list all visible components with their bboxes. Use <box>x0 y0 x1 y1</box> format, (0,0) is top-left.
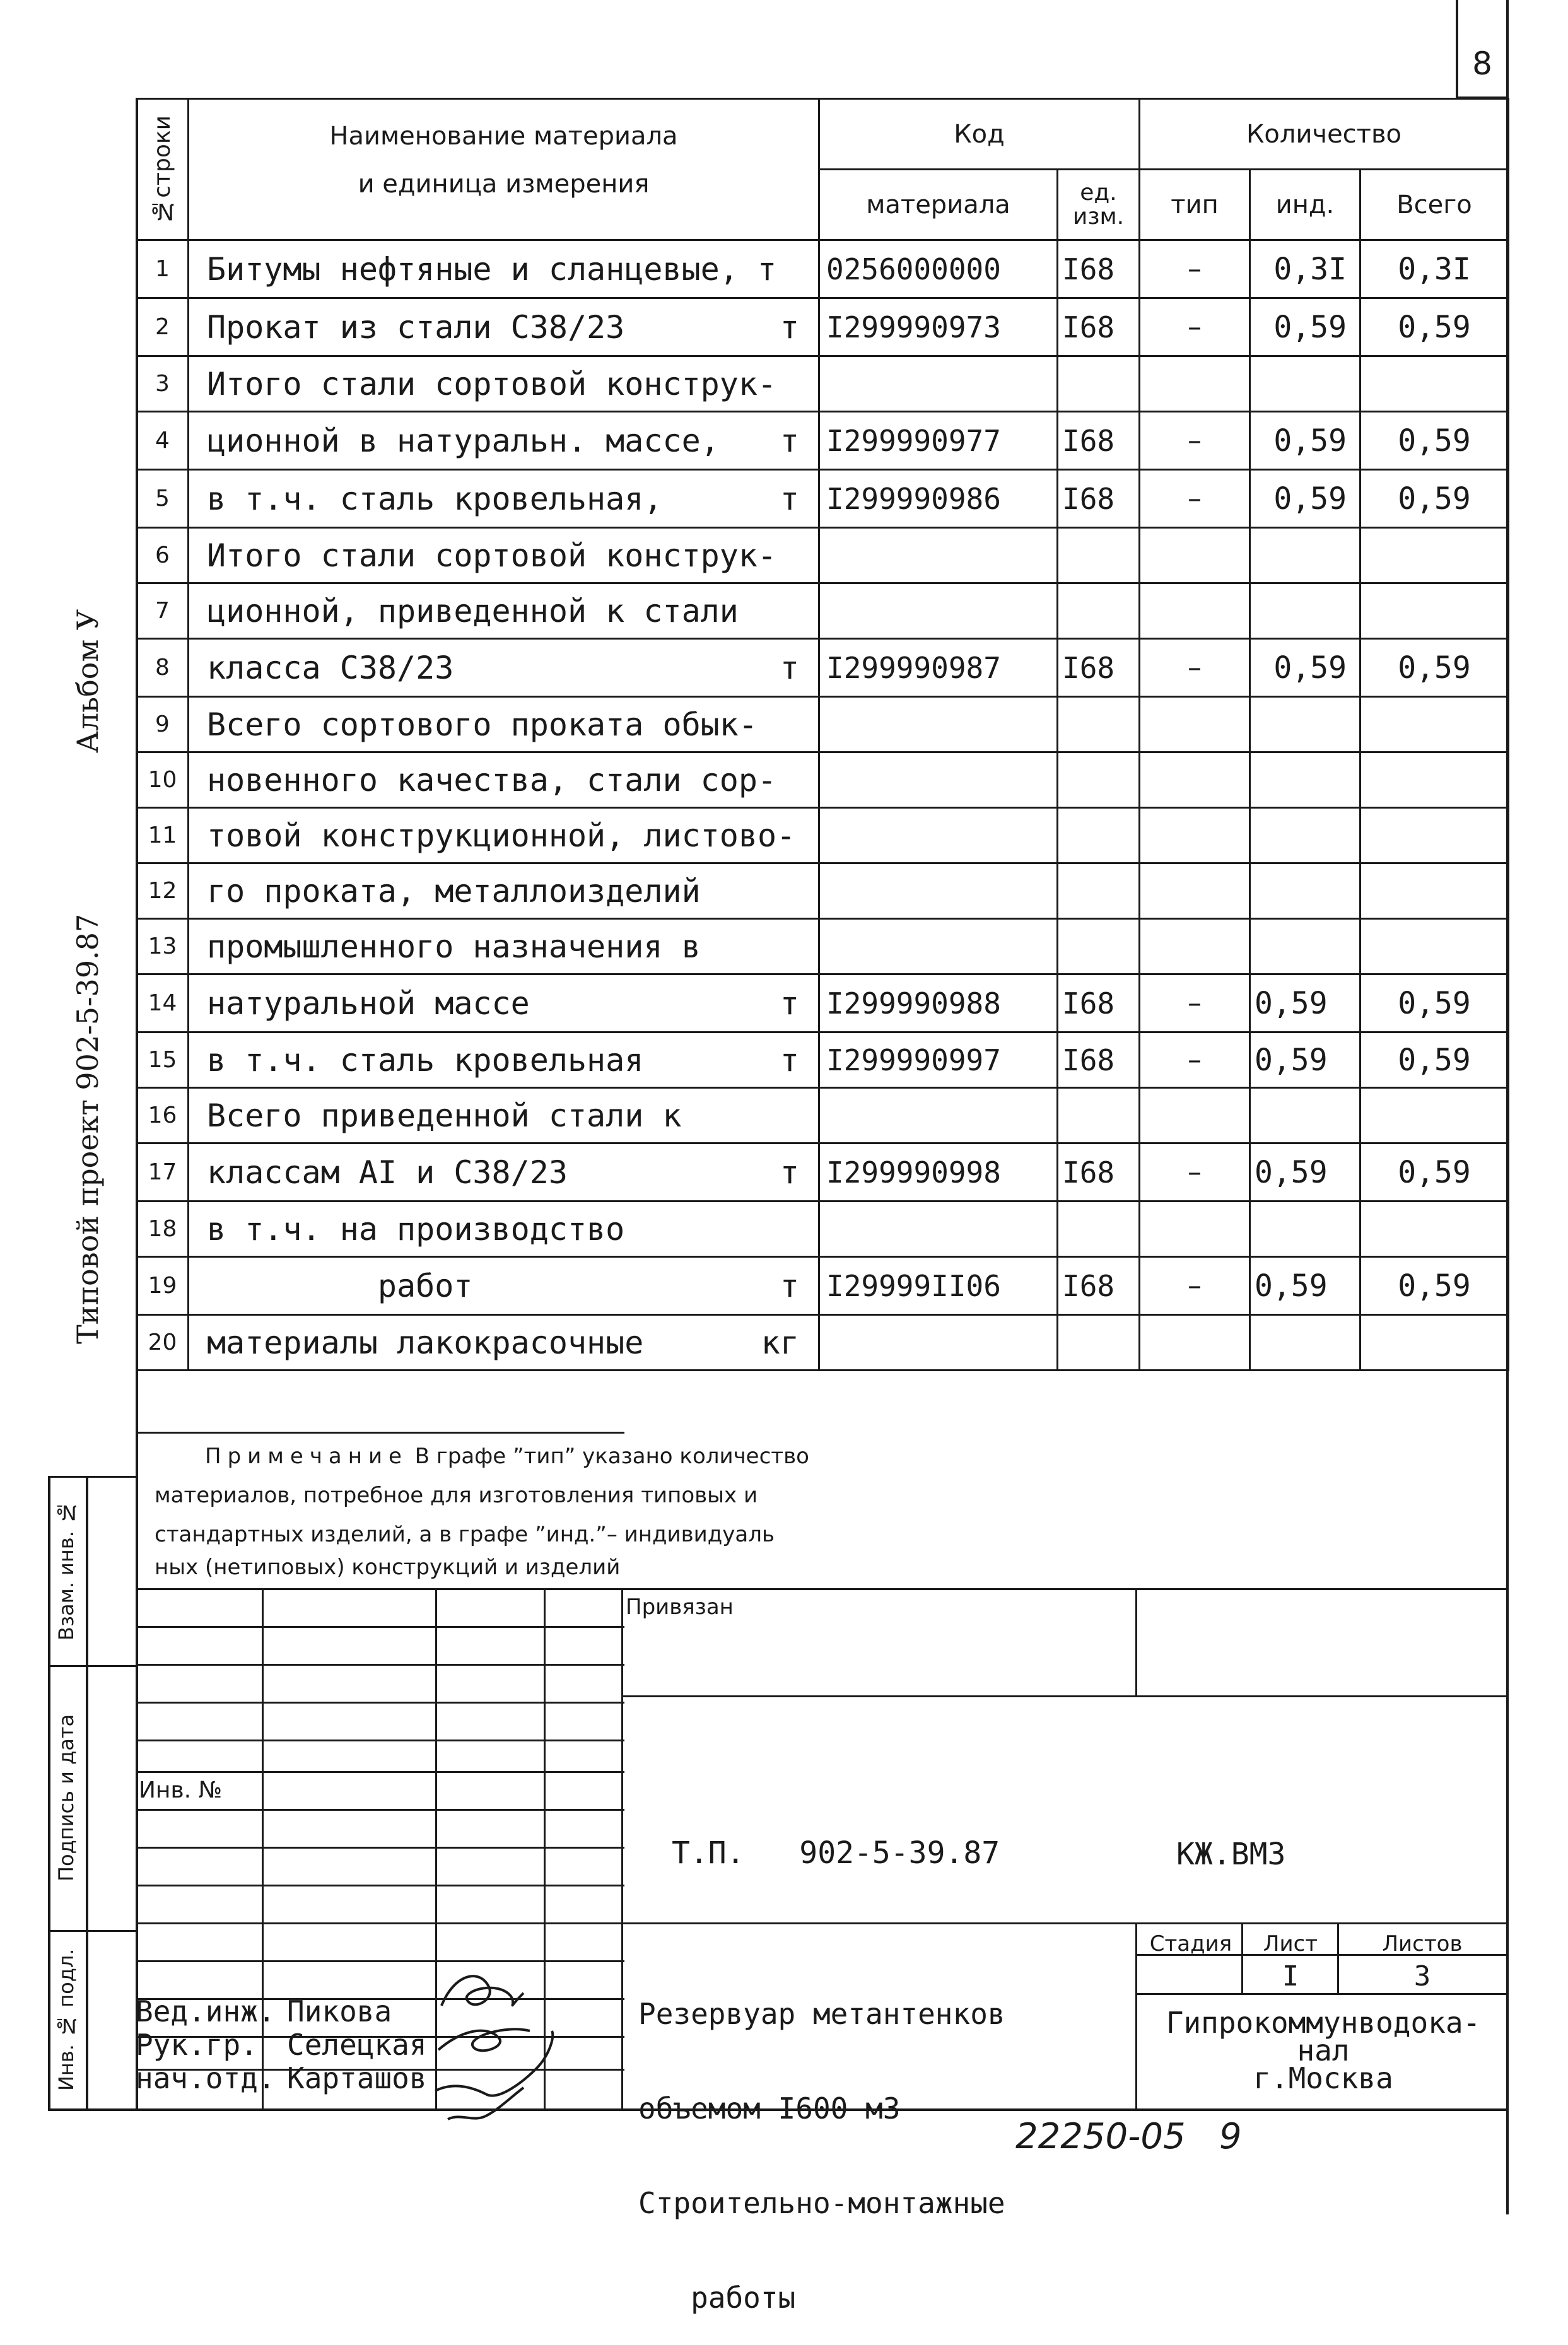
qty-total <box>1360 583 1509 639</box>
qty-type <box>1140 1315 1250 1371</box>
footer-number: 22250-05 9 <box>1015 2116 1242 2157</box>
material-unit: т <box>780 985 799 1022</box>
table-row <box>137 240 1509 298</box>
qty-type <box>1140 1088 1250 1143</box>
qty-total: 0,59 <box>1360 1257 1509 1315</box>
material-code <box>819 752 1058 808</box>
material-code <box>819 1315 1058 1371</box>
material-code: I299990998 <box>819 1143 1058 1202</box>
qty-ind: 0,59 <box>1250 974 1360 1032</box>
stamp-title: Резервуар метантенков объемом I600 м3 Строительно-монтажные работы <box>638 1997 1005 2315</box>
row-number: 13 <box>137 919 189 974</box>
material-unit: т <box>780 480 799 517</box>
unit-code <box>1058 1315 1140 1371</box>
side-strip-inner <box>86 1476 88 2110</box>
row-number: 4 <box>137 412 189 470</box>
stamp-grid-vline <box>262 1588 264 2110</box>
stamp-grid-hline <box>136 1740 624 1741</box>
side-album: Альбом У <box>71 609 105 754</box>
qty-ind <box>1250 808 1360 863</box>
qty-type: – <box>1140 1143 1250 1202</box>
table-row <box>137 1257 1509 1315</box>
qty-total <box>1360 919 1509 974</box>
unit-code: I68 <box>1058 412 1140 470</box>
stamp-hline-privyazan <box>621 1695 1507 1697</box>
material-name: в т.ч. сталь кровельная т <box>189 1032 819 1088</box>
sign-name: Пикова <box>287 1994 392 2028</box>
qty-ind <box>1250 1315 1360 1371</box>
material-name: в т.ч. на производство <box>189 1202 819 1257</box>
qty-total: 0,59 <box>1360 1143 1509 1202</box>
page-number: 8 <box>1472 45 1492 82</box>
qty-total <box>1360 1202 1509 1257</box>
qty-type: – <box>1140 974 1250 1032</box>
material-code <box>819 808 1058 863</box>
row-number: 15 <box>137 1032 189 1088</box>
material-code: I299990997 <box>819 1032 1058 1088</box>
material-code: I299990987 <box>819 639 1058 697</box>
qty-type <box>1140 752 1250 808</box>
stamp-vline-privyazan <box>1135 1588 1137 1695</box>
frame-page-number-left <box>1456 0 1458 98</box>
qty-total: 0,59 <box>1360 1032 1509 1088</box>
material-unit: т <box>780 1267 799 1304</box>
stamp-hline-title <box>621 1922 1507 1924</box>
row-number: 2 <box>137 298 189 356</box>
qty-type: – <box>1140 639 1250 697</box>
stamp-sheet-value: I <box>1282 1960 1299 1992</box>
row-number: 9 <box>137 697 189 752</box>
qty-total <box>1360 863 1509 919</box>
stamp-hline-values <box>1135 1993 1507 1995</box>
stamp-sheet-label: Лист <box>1263 1931 1318 1956</box>
qty-ind: 0,59 <box>1250 1143 1360 1202</box>
table-row <box>137 1143 1509 1202</box>
qty-total <box>1360 752 1509 808</box>
side-strip-outer <box>48 1476 50 2110</box>
material-name: Всего сортового проката обык- <box>189 697 819 752</box>
qty-ind: 0,3I <box>1250 240 1360 298</box>
material-name: в т.ч. сталь кровельная, т <box>189 470 819 528</box>
qty-type: – <box>1140 1032 1250 1088</box>
row-number: 19 <box>137 1257 189 1315</box>
table-row <box>137 1088 1509 1143</box>
material-name: материалы лакокрасочные кг <box>189 1315 819 1371</box>
qty-type <box>1140 1202 1250 1257</box>
qty-ind <box>1250 1202 1360 1257</box>
qty-ind <box>1250 697 1360 752</box>
stamp-sheets-value: 3 <box>1413 1960 1431 1992</box>
qty-ind <box>1250 583 1360 639</box>
unit-code: I68 <box>1058 639 1140 697</box>
qty-ind: 0,59 <box>1250 639 1360 697</box>
note-lead: Примечание <box>205 1444 408 1469</box>
table-row <box>137 697 1509 752</box>
row-number: 16 <box>137 1088 189 1143</box>
material-name: работ т <box>189 1257 819 1315</box>
stamp-grid-hline <box>136 1922 624 1924</box>
qty-ind: 0,59 <box>1250 412 1360 470</box>
note <box>155 1437 974 1581</box>
material-code: I29999II06 <box>819 1257 1058 1315</box>
material-code: I299990986 <box>819 470 1058 528</box>
unit-code: I68 <box>1058 1143 1140 1202</box>
stamp-privyazan: Привязан <box>626 1594 734 1620</box>
side-project: Типовой проект 902-5-39.87 <box>71 913 105 1345</box>
side-strip-top <box>48 1476 136 1478</box>
note-line4: ных (нетиповых) конструкций и изделий <box>155 1555 621 1580</box>
table-row <box>137 412 1509 470</box>
table-row <box>137 470 1509 528</box>
qty-type: – <box>1140 240 1250 298</box>
qty-type: – <box>1140 298 1250 356</box>
table-row <box>137 1032 1509 1088</box>
table-row <box>137 808 1509 863</box>
material-name: новенного качества, стали сор- <box>189 752 819 808</box>
stamp-vline-sheet <box>1241 1922 1243 1993</box>
table-row <box>137 583 1509 639</box>
stamp-grid-hline <box>136 1664 624 1666</box>
material-name: ционной в натуральн. массе, т <box>189 412 819 470</box>
table-row <box>137 919 1509 974</box>
material-unit: т <box>780 422 799 459</box>
qty-total <box>1360 528 1509 583</box>
header-code: Код <box>819 99 1140 170</box>
stamp-grid-hline <box>136 1588 624 1590</box>
unit-code <box>1058 752 1140 808</box>
note-line3: стандартных изделий, а в графе ”инд.”– индивидуаль <box>155 1522 775 1547</box>
row-number: 17 <box>137 1143 189 1202</box>
qty-total: 0,59 <box>1360 639 1509 697</box>
table-row <box>137 1315 1509 1371</box>
stamp-grid-hline <box>136 1847 624 1849</box>
stamp-vline-sheets <box>1337 1922 1339 1993</box>
header-total: Всего <box>1360 170 1509 240</box>
row-number: 14 <box>137 974 189 1032</box>
unit-code <box>1058 1088 1140 1143</box>
qty-type <box>1140 528 1250 583</box>
side-strip-div2 <box>48 1930 136 1932</box>
row-number: 20 <box>137 1315 189 1371</box>
header-material: материала <box>819 170 1058 240</box>
row-number: 1 <box>137 240 189 298</box>
sign-role: Вед.инж. <box>136 1994 276 2028</box>
material-code <box>819 583 1058 639</box>
material-unit: т <box>780 1041 799 1079</box>
stamp-grid-hline <box>136 1771 624 1773</box>
stamp-hline-top <box>621 1588 1507 1590</box>
header-row-no: №строки <box>137 99 189 240</box>
unit-code: I68 <box>1058 974 1140 1032</box>
qty-total <box>1360 697 1509 752</box>
qty-type <box>1140 863 1250 919</box>
stamp-doc-code: Т.П. 902-5-39.87 <box>672 1835 1000 1871</box>
material-name: товой конструкционной, листово- <box>189 808 819 863</box>
material-name: го проката, металлоизделий <box>189 863 819 919</box>
row-number: 6 <box>137 528 189 583</box>
qty-type: – <box>1140 412 1250 470</box>
material-code <box>819 1202 1058 1257</box>
unit-code <box>1058 583 1140 639</box>
material-name: классам АI и С38/23 т <box>189 1143 819 1202</box>
row-number: 3 <box>137 356 189 412</box>
unit-code <box>1058 1202 1140 1257</box>
material-name: класса С38/23 т <box>189 639 819 697</box>
note-line1: В графе ”тип” указано количество <box>407 1444 809 1469</box>
material-name: Итого стали сортовой конструк- <box>189 528 819 583</box>
unit-code <box>1058 356 1140 412</box>
note-line2: материалов, потребное для изготовления типовых и <box>155 1483 758 1508</box>
header-type: тип <box>1140 170 1250 240</box>
sign-name: Карташов <box>287 2061 427 2095</box>
stamp-grid-hline <box>136 1626 624 1628</box>
material-name: Прокат из стали С38/23 т <box>189 298 819 356</box>
stamp-grid-hline <box>136 1702 624 1704</box>
qty-total: 0,59 <box>1360 412 1509 470</box>
sign-role: Рук.гр. <box>136 2028 258 2062</box>
material-code <box>819 919 1058 974</box>
table-row <box>137 528 1509 583</box>
material-unit: т <box>780 308 799 346</box>
row-number: 8 <box>137 639 189 697</box>
material-name: Всего приведенной стали к <box>189 1088 819 1143</box>
stamp-mark: КЖ.ВМЗ <box>1176 1837 1286 1872</box>
qty-total: 0,3I <box>1360 240 1509 298</box>
unit-code: I68 <box>1058 470 1140 528</box>
qty-type <box>1140 356 1250 412</box>
side-strip-div1 <box>48 1665 136 1667</box>
stamp-grid-vline <box>621 1588 623 2110</box>
qty-type <box>1140 697 1250 752</box>
stamp-grid-hline <box>136 1432 624 1434</box>
material-code <box>819 697 1058 752</box>
qty-type <box>1140 919 1250 974</box>
unit-code <box>1058 863 1140 919</box>
qty-total <box>1360 1088 1509 1143</box>
qty-ind <box>1250 863 1360 919</box>
material-code <box>819 528 1058 583</box>
qty-ind <box>1250 356 1360 412</box>
table-row <box>137 639 1509 697</box>
table-row <box>137 356 1509 412</box>
header-quantity: Количество <box>1140 99 1509 170</box>
material-name: Итого стали сортовой конструк- <box>189 356 819 412</box>
unit-code: I68 <box>1058 240 1140 298</box>
qty-ind: 0,59 <box>1250 1257 1360 1315</box>
material-code <box>819 863 1058 919</box>
material-name: Битумы нефтяные и сланцевые, т <box>189 240 819 298</box>
qty-total <box>1360 356 1509 412</box>
row-number: 12 <box>137 863 189 919</box>
qty-ind: 0,59 <box>1250 1032 1360 1088</box>
qty-total <box>1360 808 1509 863</box>
unit-code: I68 <box>1058 1257 1140 1315</box>
table-row <box>137 974 1509 1032</box>
side-label-inv-podl: Инв. № подл. <box>54 1948 78 2091</box>
material-unit: кг <box>761 1324 799 1361</box>
unit-code: I68 <box>1058 1032 1140 1088</box>
table-row <box>137 863 1509 919</box>
stamp-inv-no: Инв. № <box>139 1777 223 1803</box>
header-name: Наименование материала и единица измерения <box>189 99 819 240</box>
material-code: I299990988 <box>819 974 1058 1032</box>
qty-ind <box>1250 1088 1360 1143</box>
material-code <box>819 356 1058 412</box>
table-row <box>137 298 1509 356</box>
material-code: 0256000000 <box>819 240 1058 298</box>
sign-name: Селецкая <box>287 2028 427 2062</box>
sign-role: нач.отд. <box>136 2061 276 2095</box>
stamp-stage-label: Стадия <box>1149 1931 1232 1956</box>
header-unit: ед. изм. <box>1058 170 1140 240</box>
material-name: натуральной массе т <box>189 974 819 1032</box>
unit-code <box>1058 919 1140 974</box>
row-number: 10 <box>137 752 189 808</box>
qty-ind: 0,59 <box>1250 470 1360 528</box>
unit-code <box>1058 808 1140 863</box>
qty-total <box>1360 1315 1509 1371</box>
row-number: 18 <box>137 1202 189 1257</box>
material-code: I299990973 <box>819 298 1058 356</box>
unit-code <box>1058 528 1140 583</box>
material-unit: т <box>780 1154 799 1191</box>
qty-ind <box>1250 919 1360 974</box>
material-code <box>819 1088 1058 1143</box>
material-name: ционной, приведенной к стали <box>189 583 819 639</box>
unit-code: I68 <box>1058 298 1140 356</box>
qty-ind <box>1250 752 1360 808</box>
qty-type: – <box>1140 1257 1250 1315</box>
row-number: 11 <box>137 808 189 863</box>
stamp-organization: Гипрокоммунводока- нал г.Москва <box>1166 2006 1481 2095</box>
stamp-sheets-label: Листов <box>1382 1931 1463 1956</box>
row-number: 5 <box>137 470 189 528</box>
side-label-vzam-inv: Взам. инв. № <box>54 1500 78 1640</box>
material-name: промышленного назначения в <box>189 919 819 974</box>
materials-table <box>136 98 1509 1371</box>
qty-ind <box>1250 528 1360 583</box>
signature-scribbles <box>429 1962 593 2132</box>
qty-type: – <box>1140 470 1250 528</box>
qty-total: 0,59 <box>1360 974 1509 1032</box>
header-ind: инд. <box>1250 170 1360 240</box>
material-unit: т <box>780 649 799 686</box>
qty-total: 0,59 <box>1360 298 1509 356</box>
table-row <box>137 752 1509 808</box>
unit-code <box>1058 697 1140 752</box>
row-number: 7 <box>137 583 189 639</box>
qty-ind: 0,59 <box>1250 298 1360 356</box>
qty-total: 0,59 <box>1360 470 1509 528</box>
stamp-grid-hline <box>136 1809 624 1811</box>
side-label-podpis-data: Подпись и дата <box>54 1714 78 1881</box>
table-row <box>137 1202 1509 1257</box>
qty-type <box>1140 808 1250 863</box>
qty-type <box>1140 583 1250 639</box>
stamp-vline-org <box>1135 1922 1137 2108</box>
stamp-grid-hline <box>136 1885 624 1886</box>
material-code: I299990977 <box>819 412 1058 470</box>
